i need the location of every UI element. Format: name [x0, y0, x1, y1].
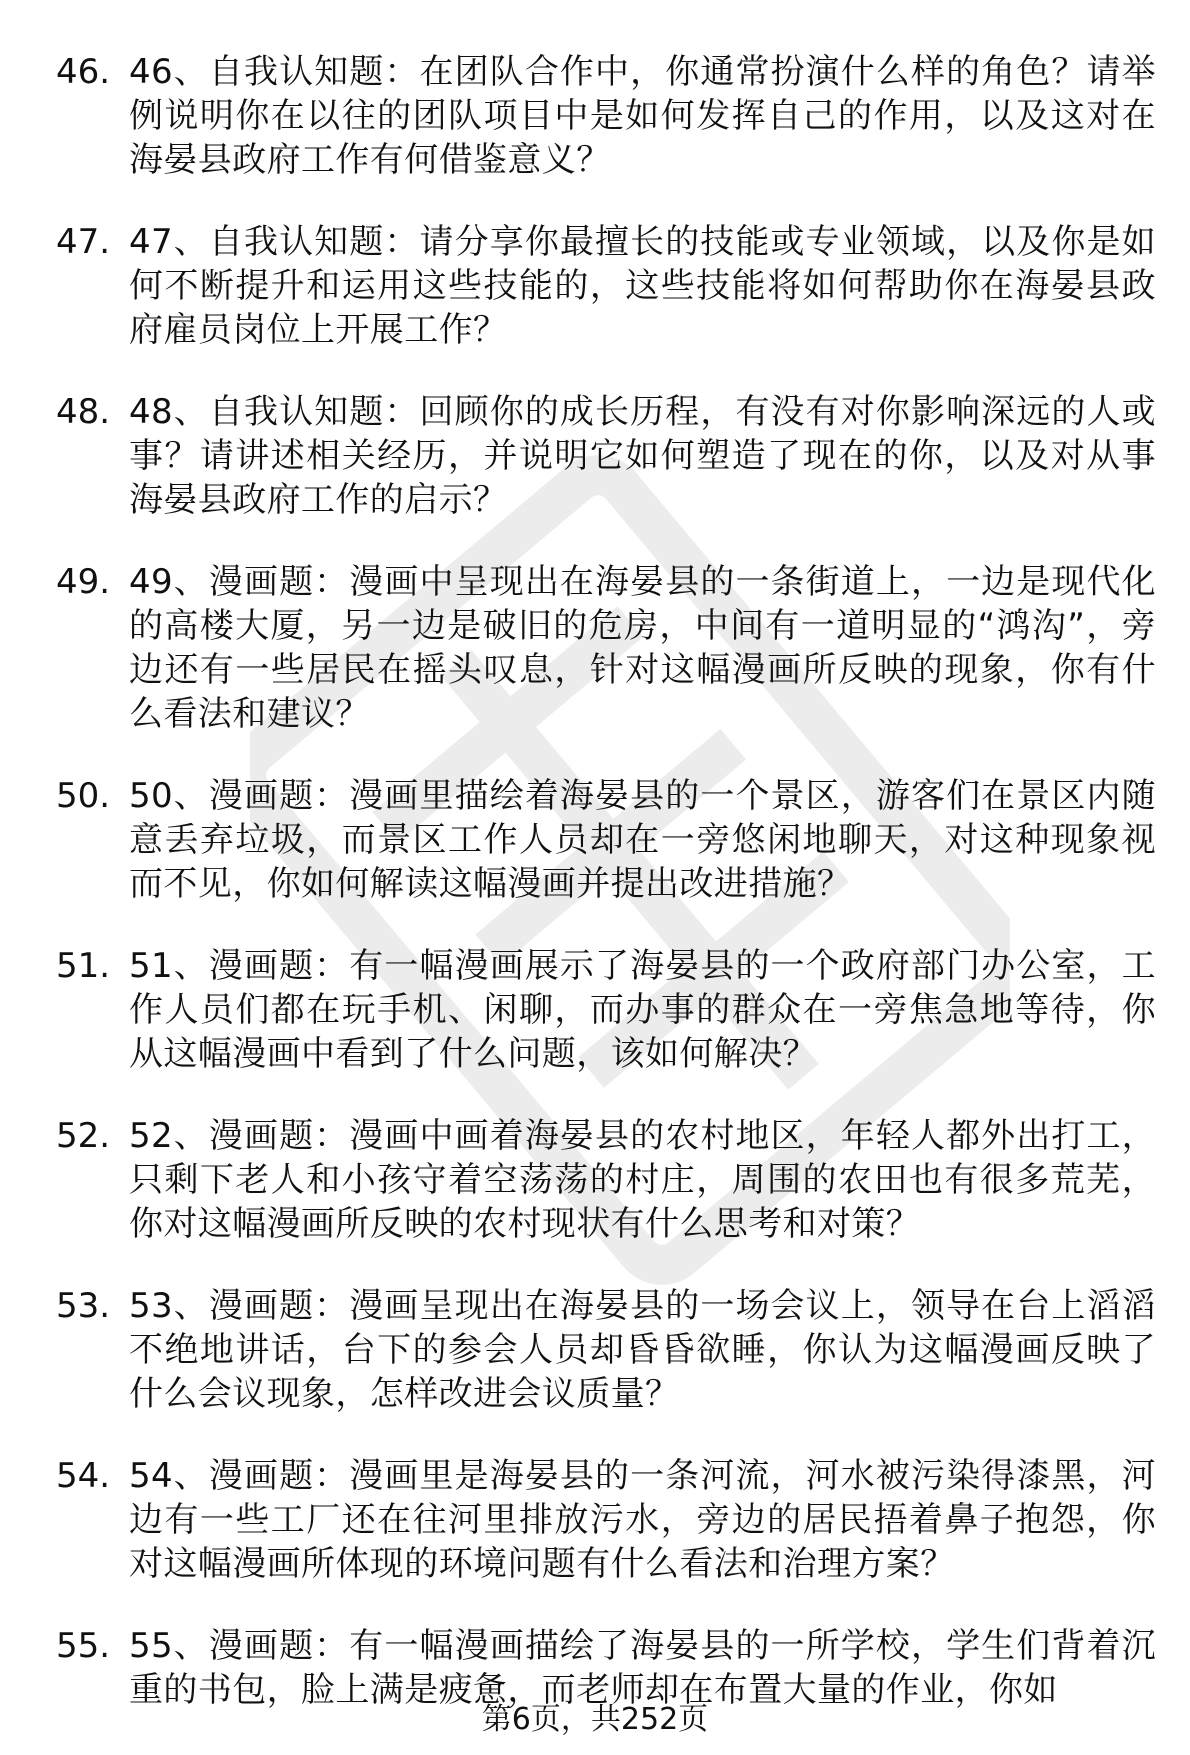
question-text: 54、漫画题：漫画里是海晏县的一条河流，河水被污染得漆黑，河边有一些工厂还在往河里排放污水，旁边的居民捂着鼻子抱怨，你对这幅漫画所体现的环境问题有什么看法和治理方案？: [129, 1456, 1156, 1584]
question-text: 49、漫画题：漫画中呈现出在海晏县的一条街道上，一边是现代化的高楼大厦，另一边是破旧的危房，中间有一道明显的“鸿沟”，旁边还有一些居民在摇头叹息，针对这幅漫画所反映的现象，你有什么看法和建议？: [129, 562, 1156, 734]
question-number: 47.: [56, 222, 111, 262]
list-item: [56, 220, 1156, 352]
list-item: [56, 1284, 1156, 1416]
question-text: 48、自我认知题：回顾你的成长历程，有没有对你影响深远的人或事？请讲述相关经历，并说明它如何塑造了现在的你，以及对从事海晏县政府工作的启示？: [129, 392, 1156, 520]
list-item: [56, 390, 1156, 522]
question-number: 51.: [56, 946, 111, 986]
question-number: 46.: [56, 52, 111, 92]
question-text: 52、漫画题：漫画中画着海晏县的农村地区，年轻人都外出打工，只剩下老人和小孩守着空荡荡的村庄，周围的农田也有很多荒芜，你对这幅漫画所反映的农村现状有什么思考和对策？: [129, 1116, 1156, 1244]
question-number: 49.: [56, 562, 111, 602]
list-item: [56, 1624, 1156, 1712]
list-item: [56, 774, 1156, 906]
question-text: 53、漫画题：漫画呈现出在海晏县的一场会议上，领导在台上滔滔不绝地讲话，台下的参会人员却昏昏欲睡，你认为这幅漫画反映了什么会议现象，怎样改进会议质量？: [129, 1286, 1156, 1414]
question-text: 47、自我认知题：请分享你最擅长的技能或专业领域，以及你是如何不断提升和运用这些技能的，这些技能将如何帮助你在海晏县政府雇员岗位上开展工作？: [129, 222, 1156, 350]
question-list: [56, 50, 1156, 1750]
list-item: [56, 50, 1156, 182]
question-number: 50.: [56, 776, 111, 816]
question-text: 50、漫画题：漫画里描绘着海晏县的一个景区，游客们在景区内随意丢弃垃圾，而景区工作人员却在一旁悠闲地聊天，对这种现象视而不见，你如何解读这幅漫画并提出改进措施？: [129, 776, 1156, 904]
list-item: [56, 1114, 1156, 1246]
question-number: 55.: [56, 1626, 111, 1666]
page-footer: 第6页，共252页: [481, 1702, 709, 1737]
question-text: 55、漫画题：有一幅漫画描绘了海晏县的一所学校，学生们背着沉重的书包，脸上满是疲惫，而老师却在布置大量的作业，你如: [129, 1626, 1156, 1710]
question-number: 48.: [56, 392, 111, 432]
list-item: [56, 944, 1156, 1076]
list-item: [56, 560, 1156, 736]
question-number: 54.: [56, 1456, 111, 1496]
question-text: 51、漫画题：有一幅漫画展示了海晏县的一个政府部门办公室，工作人员们都在玩手机、闲聊，而办事的群众在一旁焦急地等待，你从这幅漫画中看到了什么问题，该如何解决？: [129, 946, 1156, 1074]
question-number: 53.: [56, 1286, 111, 1326]
question-text: 46、自我认知题：在团队合作中，你通常扮演什么样的角色？请举例说明你在以往的团队项目中是如何发挥自己的作用，以及这对在海晏县政府工作有何借鉴意义？: [129, 52, 1156, 180]
question-number: 52.: [56, 1116, 111, 1156]
list-item: [56, 1454, 1156, 1586]
